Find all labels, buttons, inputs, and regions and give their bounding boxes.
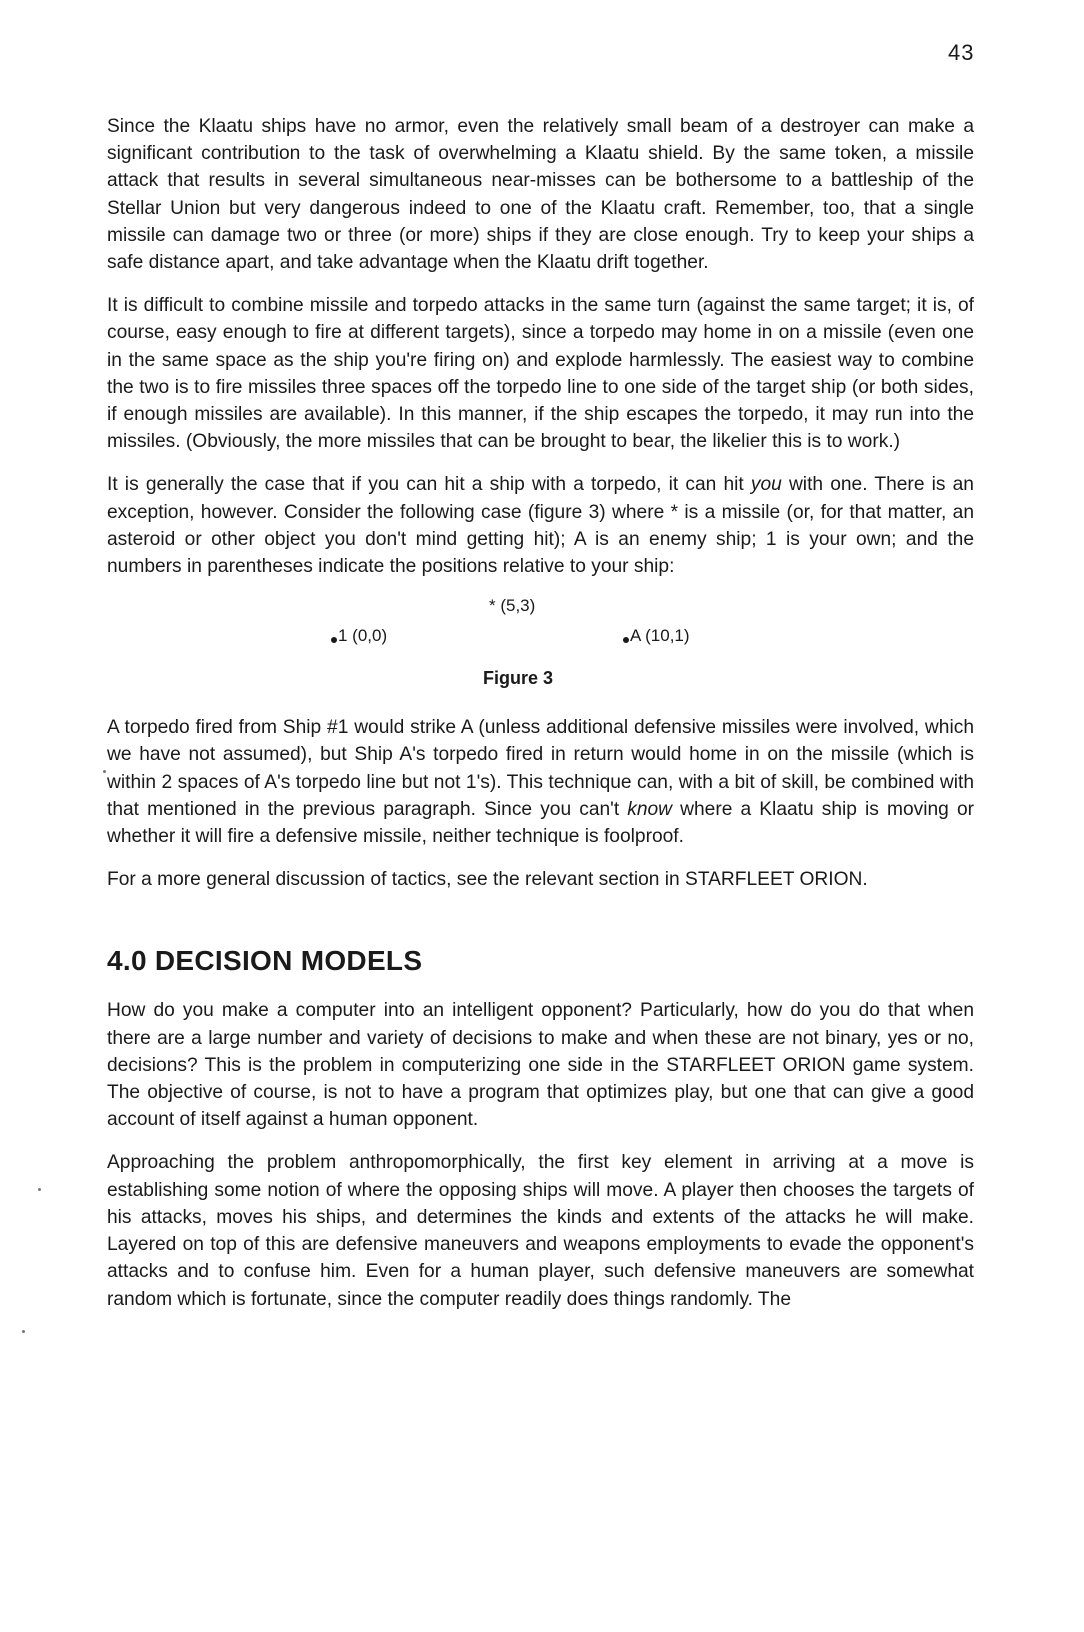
figure-missile-label: * (5,3) [489, 596, 536, 616]
emphasis-know: know [627, 798, 673, 820]
paragraph-text: It is generally the case that if you can hit a ship with a torpedo, it can hit [107, 474, 751, 496]
section-heading: 4.0 DECISION MODELS [107, 945, 423, 977]
paragraph-anthropomorphic: Approaching the problem anthropomorphically, the first key element in arriving at a move is establishing some notion of where the opposing ships will move. A player then chooses the targets of his attacks, moves his ships, and determines the kinds and extents of the attacks he will make. Layered on top of this are defensive maneuvers and weapons employments to evade the opponent's attacks and to confuse him. Even for a human player, such defensive maneuvers are somewhat random which is fortunate, since the computer readily does things randomly. The [107, 1152, 974, 1310]
paragraph-klaatu-armor: Since the Klaatu ships have no armor, even the relatively small beam of a destroyer can make a significant contribution to the task of overwhelming a Klaatu shield. By the same token, a missile attack that results in several simultaneous near-misses can be bothersome to a battleship of the Stellar Union but very dangerous indeed to one of the Klaatu craft. Remember, too, that a single missile can damage two or three (or more) ships if they are close enough. Try to keep your ships a safe distance apart, and take advantage when the Klaatu drift together. [107, 116, 974, 274]
paragraph-text: A torpedo fired from Ship #1 would strike A (unless additional defensive missiles were involved, which we have not assumed), but Ship A's torpedo fired in return would home in on the missile (which is within 2 spaces of A's torpedo line but not 1's). This technique can, with a bit of skill, be combined with that mentioned in the previous paragraph. Since you can't [107, 717, 974, 820]
figure-ship-a-label: A (10,1) [630, 626, 690, 646]
paragraph-torpedo-result [107, 714, 974, 850]
page-body [107, 113, 974, 1329]
ship-dot-icon [623, 637, 629, 643]
paragraph-torpedo-exception [107, 471, 974, 580]
figure-ship-1 [331, 626, 387, 646]
scan-speck [38, 1188, 41, 1191]
emphasis-you: you [750, 474, 782, 496]
figure-caption: Figure 3 [483, 668, 554, 689]
figure-3 [107, 596, 974, 708]
scan-speck [22, 1330, 25, 1333]
page-number: 43 [948, 40, 975, 65]
ship-dot-icon [331, 637, 337, 643]
paragraph-missile-torpedo: It is difficult to combine missile and torpedo attacks in the same turn (against the same target; it is, of course, easy enough to fire at different targets), since a torpedo may home in on a missile (even one in the same space as the ship you're firing on) and explode harmlessly. The easiest way to combine the two is to fire missiles three spaces off the torpedo line to one side of the target ship (or both sides, if enough missiles are available). In this manner, if the ship escapes the torpedo, it may run into the missiles. (Obviously, the more missiles that can be brought to bear, the likelier this is to work.) [107, 295, 974, 453]
scan-speck [103, 770, 106, 773]
figure-ship-a [623, 626, 690, 646]
paragraph-tactics-reference: For a more general discussion of tactics, see the relevant section in STARFLEET ORION. [107, 869, 868, 891]
paragraph-text: with one. There is an exception, however. Consider the following case (figure 3) where * is a missile (or, for that matter, an asteroid or other object you don't mind getting hit); A is an enemy ship; 1 is your own; and the numbers in parentheses indicate the positions relative to your ship: [107, 474, 974, 578]
paragraph-text: where a Klaatu ship is moving or whether it will fire a defensive missile, neither technique is foolproof. [107, 798, 975, 848]
figure-ship-1-label: 1 (0,0) [338, 626, 388, 646]
paragraph-intelligent-opponent: How do you make a computer into an intelligent opponent? Particularly, how do you do that when there are a large number and variety of decisions to make and when these are not binary, yes or no, decisions? This is the problem in computerizing one side in the STARFLEET ORION game system. The objective of course, is not to have a program that optimizes play, but one that can give a good account of itself against a human opponent. [107, 1000, 974, 1131]
